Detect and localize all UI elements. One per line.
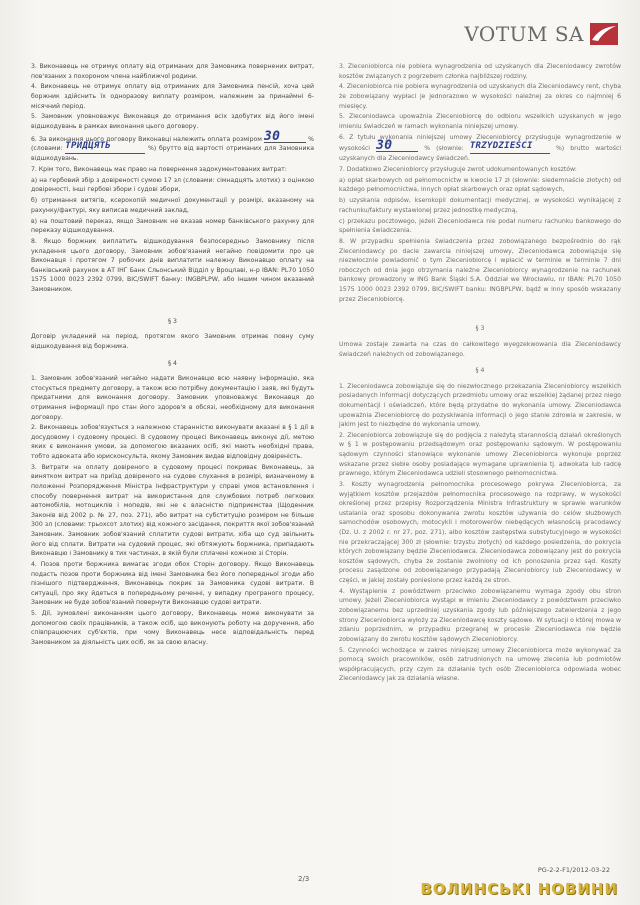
uk-fee-words-handwritten: ТРИДЦЯТЬ: [65, 141, 112, 152]
pl-fee-words-handwritten: TRZYDZIEŚCI: [469, 141, 533, 152]
uk-clause-7c: в) на поштовий переказ, якщо Замовник не вказав номер банківського рахунку для переказу відшкодування.: [31, 217, 314, 235]
pl-clause-6: [339, 133, 621, 164]
pl-clause-6-text-c: %) brutto wartości uzyskanych dla Zleceniodawcy świadczeń.: [339, 145, 622, 163]
brand-swoosh-icon: [590, 23, 618, 45]
pl-clause-7: 7. Dodatkowo Zleceniobiorcy przysługuje zwrot udokumentowanych kosztów:: [339, 166, 577, 174]
votum-logo: [464, 22, 618, 46]
uk-fee-percent-handwritten: 30: [264, 128, 281, 144]
uk-clause-6-text-c: %) брутто від вартості отриманих для Замовника відшкодувань.: [31, 145, 314, 163]
ukrainian-column: [31, 62, 314, 649]
pl-clause-4: 4. Zleceniobiorca nie pobiera wynagrodzenia od uzyskanych dla Zleceniodawcy rent, chyba że zobowiązany wypłaci je jednorazowo w wysokości należnej za okres co najmniej 6 miesięcy.: [339, 83, 621, 110]
pl-fee-percent-field: [376, 138, 418, 154]
polish-column: [339, 62, 621, 685]
uk-clause-3: 3. Виконавець не отримує оплату від отриманих для Замовника повернених витрат, пов'язаних з похороном члена найближчої родини.: [31, 63, 314, 80]
uk-clause-6-text-b: % (словами:: [31, 135, 314, 153]
uk-section-4-clause-5: 5. Дії, зумовлені виконанням цього договору, Виконавець може виконувати за допомогою своїх працівників, а також осіб, що виконують роботу на доручення, або співпрацюючих суб'єктів, при чому Виконавець несе відповідальність перед Замовником за діяльність цих осіб, як за свою власну.: [31, 610, 314, 646]
pl-clause-7b: b) uzyskania odpisów, kserokopii dokumentacji medycznej, w wysokości wynikającej z rachunku/faktury wystawionej przez jednostkę medyczną,: [339, 197, 621, 214]
pl-clause-7c: c) przekazu pocztowego, jeżeli Zleceniodawca nie podał numeru rachunku bankowego do spełnienia świadczenia.: [339, 217, 621, 235]
uk-section-3-heading: § 3: [168, 317, 177, 325]
pl-section-4-clause-2: 2. Zleceniobiorca zobowiązuje się do podjęcia z należytą starannością działań określonych w § 1 w postępowaniu przedsądowym oraz postępowaniu sądowym. W postępowaniu sądowym czynności stanowiące wykonanie umowy Zleceniobiorca wykonuje poprzez wskazane przez siebie osoby posiadające wymagane uprawnienia tj. adwokata lub radcę prawnego, którym Zleceniodawca udzieli stosownego pełnomocnictwa.: [339, 431, 621, 478]
uk-section-4-clause-2: 2. Виконавець зобов'язується з належною старанністю виконувати вказані в § 1 дії в досудовому і судовому процесі. В судовому процесі Виконавець виконує дії, метою яких є виконання умови, за допомогою вказаних осіб, які мають необхідні права, тобто адвоката або юрисконсульта, якому Замовник видав відповідну довіреність.: [31, 424, 314, 461]
uk-fee-percent-field: [264, 128, 306, 144]
pl-fee-percent-handwritten: 30: [376, 138, 393, 154]
pl-section-4-clause-1: 1. Zleceniodawca zobowiązuje się do niezwłocznego przekazania Zleceniobiorcy wszelkich posiadanych informacji dotyczących przedmiotu umowy oraz wszelkiej żądanej przez niego dokumentacji i oświadczeń, które będą przydatne do wykonania umowy. Zleceniodawca upoważnia Zleceniobiorcę do pozyskiwania informacji o jego stanie zdrowia w zakresie, w jakim jest to niezbędne do wykonania umowy.: [339, 382, 621, 429]
document-code: PG-2-2-F1/2012-03-22: [537, 866, 610, 874]
uk-fee-words-field: [65, 141, 145, 154]
pl-section-4-heading: § 4: [475, 367, 485, 375]
pl-clause-7a: a) opłat skarbowych od pełnomocnictw w kwocie 17 zł (słownie: siedemnaście złotych) od każdego pełnomocnictwa, innych opłat skarbowych oraz opłat sądowych,: [339, 176, 621, 194]
uk-section-4-clause-4: 4. Позов проти боржника вимагає згоди обох Сторін договору. Якщо Виконавець подасть позов проти боржника від імені Замовника без його попередньої згоди або пізнішого підтвердження, Виконавець покриє за Замовника судові витрати. В ситуації, про яку йдеться в попередньому реченні, у випадку програного процесу, Замовник не буде зобов'язаний повернути Виконавцю судові витрати.: [31, 560, 314, 607]
pl-clause-6-text-b: % (słownie:: [424, 145, 464, 153]
pl-clause-8: 8. W przypadku spełnienia świadczenia przez zobowiązanego bezpośrednio do rąk Zleceniodawcy po dacie zawarcia niniejszej umowy, Zleceniodawca zobowiązuje się niezwłocznie powiadomić o tym Zleceniobiorcę i wpłacić w terminie w terminie 7 dni roboczych od dnia jego otrzymania należne Zleceniobiorcy wynagrodzenie na rachunek bankowy prowadzony w ING Bank Śląski S.A. Oddział we Wrocławiu, nr IBAN: PL70 1050 1575 1000 0023 2392 0799, BIC/SWIFT banku: INGBPLPW, bądź w inny sposób wskazany przez Zleceniobiorcę.: [339, 238, 621, 303]
brand-name: VOTUM SA: [464, 22, 584, 46]
news-watermark: ВОЛИНСЬКІ НОВИНИ: [420, 880, 618, 898]
page-number: 2/3: [298, 875, 310, 883]
pl-section-4-clause-4: 4. Wystąpienie z powództwem przeciwko zobowiązanemu wymaga zgody obu stron umowy. Jeżeli Zleceniobiorca wystąpi w imieniu Zleceniodawcy z powództwem przeciwko zobowiązanemu bez uprzedniej uzyskania zgody lub późniejszego zatwierdzenia z jego strony Zleceniobiorca wyłoży za Zleceniodawcę koszty sądowe. W sytuacji o której mowa w zdaniu poprzednim, w przypadku przegranej w procesie Zleceniodawca nie będzie zobowiązany do zwrotu kosztów sądowych Zleceniobiorcy.: [339, 587, 621, 643]
pl-section-4-clause-3: 3. Koszty wynagrodzenia pełnomocnika procesowego pokrywa Zleceniobiorca, za wyjątkiem kosztów przejazdów pełnomocnika procesowego na rozprawy, w wysokości określonej przez przepisy Rozporządzenia Ministra Infrastruktury w sprawie warunków ustalania oraz sposobu dokonywania zwrotu kosztów używania do celów służbowych samochodów osobowych, motocykli i motorowerów niebędących własnością pracodawcy (Dz. U. z 2002 r. nr 27, poz. 271), albo kosztów zastępstwa substytucyjnego w wysokości nie przekraczającej 300 zł (słownie: trzystu złotych) od każdego posiedzenia, do pokrycia których zobowiązany będzie Zleceniodawca. Zleceniodawca zobowiązany jest do pokrycia kosztów sądowych, chyba że zostanie zwolniony od ich ponoszenia przez sąd. Koszty procesu zasądzone od zobowiązanego przypadają Zleceniobiorcy lub Zleceniodawcy w części, w jakiej zostały poniesione przez każdą ze stron.: [339, 481, 621, 584]
pl-clause-6-text-a: 6. Z tytułu wykonania niniejszej umowy Zleceniobiorcy przysługuje wynagrodzenie w wysokości: [339, 133, 621, 153]
pl-section-4-clause-5: 5. Czynności wchodzące w zakres niniejszej umowy Zleceniobiorca może wykonywać za pomocą swoich pracowników, osób zatrudnionych na umowę zlecenia lub podmiotów współpracujących, przy czym za działanie tych osób Zleceniobiorca odpowiada wobec Zleceniodawcy jak za działania własne.: [339, 646, 621, 683]
uk-clause-7a: а) на гербовий збір з довіреності сумою 17 зл (словами: сімнадцять злотих) з оцінкою довіреності, інші гербові збори і судові збори,: [31, 176, 314, 194]
uk-clause-6: [31, 128, 314, 164]
uk-section-4-clause-1: 1. Замовник зобов'язаний негайно надати Виконавцю всю наявну інформацію, яка стосується предмету договору, а також всю потрібну документацію і заяв, які будуть придатними для виконання договору. Замовник уповноважує Виконавця до отримання інформації про стан його здоров'я в обсязі, необхідному для виконання договору.: [31, 375, 314, 421]
pl-section-3-text: Umowa zostaje zawarta na czas do całkowitego wyegzekwowania dla Zleceniodawcy świadczeń należnych od zobowiązanego.: [339, 340, 621, 358]
pl-clause-3: 3. Zleceniobiorca nie pobiera wynagrodzenia od uzyskanych dla Zleceniodawcy zwrotów kosztów związanych z pogrzebem członka najbliższej rodziny.: [339, 63, 621, 80]
uk-clause-6-text-a: 6. За виконання цього договору Виконавці належить оплата розміром: [31, 135, 262, 143]
uk-section-4-heading: § 4: [168, 359, 177, 367]
uk-clause-7b: б) отримання витягів, ксерокопій медичної документації у розмірі, вказаному на рахунку/фактурі, яку виписав медичний заклад,: [31, 197, 314, 214]
pl-fee-words-field: [469, 141, 550, 154]
uk-section-3-text: Договір укладений на період, протягом якого Замовник отримає повну суму відшкодування від боржника.: [31, 333, 314, 350]
uk-section-4-clause-3: 3. Витрати на оплату довіреного в судовому процесі покриває Виконавець, за винятком витрат на приїзд довіреного на судове слухання в розмірі, визначеному в положенні Розпорядження Міністра Інфраструктури у справі умов встановлення і способу повернення витрат на використання для службових потреб легкових автомобілів, мотоциклів і мопедів, які не є власністю підприємства (Щоденник Законів від 2002 р. № 27, поз. 271), або витрат на субституцію розміром не більше 300 зл (словами: трьохсот злотих) від кожного засідання, покриття якої зобов'язаний Замовник. Замовник зобов'язаний сплатити судові витрати, хіба що суд звільнить його від сплати. Витрати на судовий процес, які обтяжують боржника, припадають Виконавцю і Замовнику в тих частинах, в якій були сплачені кожною зі Сторін.: [31, 463, 314, 558]
pl-section-3-heading: § 3: [475, 325, 485, 333]
pl-clause-5: 5. Zleceniodawca upoważnia Zleceniobiorcę do odbioru wszelkich uzyskanych w jego imieniu świadczeń w ramach wykonania niniejszej umowy.: [339, 113, 621, 130]
uk-clause-7: 7. Крім того, Виконавець має право на повернення задокументованих витрат:: [31, 166, 287, 174]
uk-clause-5: 5. Замовник уповноважує Виконавця до отримання всіх здобутих від його імені відшкодувань в рамках виконання цього договору.: [31, 113, 314, 130]
uk-clause-8: 8. Якщо боржник виплатить відшкодування безпосередньо Замовнику після укладення цього договору, Замовник зобов'язаний негайно повідомити про це Виконавця і протягом 7 робочих днів виплатити належну Виконавцю оплату на банківський рахунок в АТ ІНГ Банк Сльонський Відділ у Вроцлаві, н-р IBAN: PL70 1050 1575 1000 0023 2392 0799, BIC/SWIFT банку: INGBPLPW, або іншим чином вказаний Замовником.: [31, 238, 314, 293]
uk-clause-4: 4. Виконавець не отримує оплату від отриманих для Замовника пенсій, хоча цей боржник здійснить їх одноразову виплату розміром, належним за принаймні 6-місячний період.: [31, 83, 314, 110]
